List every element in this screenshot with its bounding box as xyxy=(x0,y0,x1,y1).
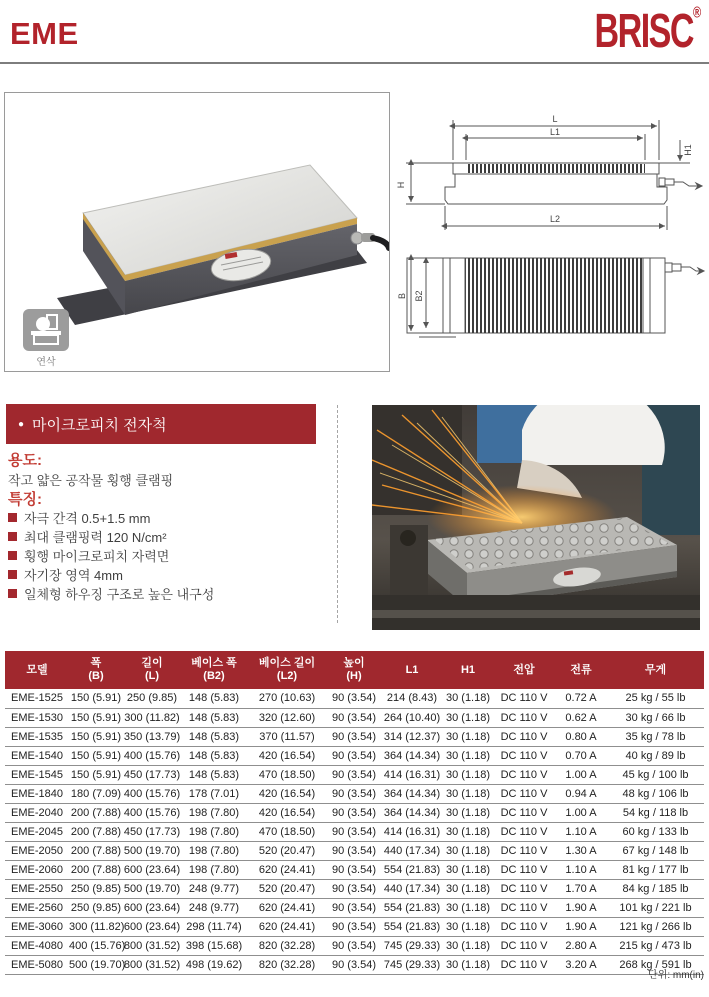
table-cell: 364 (14.34) xyxy=(383,806,441,819)
column-label: 전류 xyxy=(570,663,592,676)
feature-item xyxy=(8,546,214,565)
table-cell: 1.30 A xyxy=(565,844,597,857)
table-cell: 414 (16.31) xyxy=(383,825,441,838)
table-cell: 150 (5.91) xyxy=(70,730,122,743)
table-cell: 198 (7.80) xyxy=(188,806,240,819)
table-cell: DC 110 V xyxy=(500,730,548,743)
table-cell: 820 (32.28) xyxy=(258,958,316,971)
table-cell: DC 110 V xyxy=(500,787,548,800)
column-label: 모델 xyxy=(26,663,48,676)
feature-item xyxy=(8,527,214,546)
column-header xyxy=(555,651,607,689)
table-cell: 148 (5.83) xyxy=(188,692,240,705)
table-cell: DC 110 V xyxy=(500,939,548,952)
table-cell: 90 (3.54) xyxy=(331,882,377,895)
table-cell: 554 (21.83) xyxy=(383,863,441,876)
table-cell: 800 (31.52) xyxy=(123,939,181,952)
dim-label-b2: B2 xyxy=(414,290,424,302)
table-row xyxy=(5,689,704,708)
column-label: L1 xyxy=(405,663,419,676)
table-cell: 350 (13.79) xyxy=(123,730,181,743)
table-cell: 620 (24.41) xyxy=(258,920,316,933)
table-cell: 148 (5.83) xyxy=(188,730,240,743)
table-cell: 0.62 A xyxy=(565,711,597,724)
bullet-square-icon xyxy=(8,570,17,579)
column-header xyxy=(181,651,247,689)
table-cell: 90 (3.54) xyxy=(331,806,377,819)
table-cell: 90 (3.54) xyxy=(331,920,377,933)
column-unit: (B) xyxy=(88,670,104,682)
usage-title: 용도: xyxy=(8,452,42,469)
table-row xyxy=(5,727,704,746)
table-cell: 440 (17.34) xyxy=(383,844,441,857)
table-cell: 30 (1.18) xyxy=(445,844,491,857)
table-cell: 215 kg / 473 lb xyxy=(619,939,692,952)
table-cell: DC 110 V xyxy=(500,768,548,781)
table-cell: 178 (7.01) xyxy=(188,787,240,800)
table-cell: 250 (9.85) xyxy=(70,901,122,914)
banner-bullet-icon: ● xyxy=(18,418,25,430)
table-cell: 414 (16.31) xyxy=(383,768,441,781)
table-cell: 320 (12.60) xyxy=(258,711,316,724)
column-label: 베이스 길이 xyxy=(258,657,316,669)
table-cell: 54 kg / 118 lb xyxy=(622,806,689,819)
table-cell: 270 (10.63) xyxy=(258,692,316,705)
table-cell: DC 110 V xyxy=(500,749,548,762)
table-cell: 400 (15.76) xyxy=(123,806,181,819)
table-cell: 498 (19.62) xyxy=(185,958,243,971)
table-cell: 30 (1.18) xyxy=(445,787,491,800)
unit-note: 단위: mm(in) xyxy=(648,970,704,981)
table-cell: 0.70 A xyxy=(565,749,597,762)
table-header-row xyxy=(5,651,704,689)
feature-text: 최대 클램핑력 120 N/cm² xyxy=(24,530,167,545)
table-cell: 30 (1.18) xyxy=(445,882,491,895)
feature-item xyxy=(8,584,214,603)
table-cell: 400 (15.76) xyxy=(123,787,181,800)
bullet-square-icon xyxy=(8,589,17,598)
table-row xyxy=(5,784,704,803)
table-cell: 400 (15.76) xyxy=(123,749,181,762)
table-cell: 398 (15.68) xyxy=(185,939,243,952)
table-cell: 1.10 A xyxy=(565,825,597,838)
table-cell: 314 (12.37) xyxy=(383,730,441,743)
table-cell: 248 (9.77) xyxy=(188,882,240,895)
column-label: 무게 xyxy=(644,663,667,676)
table-cell: 30 (1.18) xyxy=(445,768,491,781)
table-cell: 745 (29.33) xyxy=(383,939,441,952)
dim-label-l2: L2 xyxy=(549,214,561,224)
feature-item xyxy=(8,565,214,584)
table-cell: DC 110 V xyxy=(500,863,548,876)
table-cell: 84 kg / 185 lb xyxy=(622,882,689,895)
table-cell: 30 kg / 66 lb xyxy=(625,711,686,724)
table-row xyxy=(5,708,704,727)
table-cell: 820 (32.28) xyxy=(258,939,316,952)
feature-text: 자극 간격 0.5+1.5 mm xyxy=(24,511,151,526)
table-row xyxy=(5,936,704,955)
column-header xyxy=(607,651,704,689)
table-cell: 30 (1.18) xyxy=(445,825,491,838)
table-cell: 200 (7.88) xyxy=(70,863,122,876)
table-cell: EME-5080 xyxy=(11,958,63,971)
table-cell: 0.80 A xyxy=(565,730,597,743)
table-cell: DC 110 V xyxy=(500,958,548,971)
table-cell: 90 (3.54) xyxy=(331,730,377,743)
features-list xyxy=(8,508,214,603)
column-label: 길이 xyxy=(141,657,163,669)
table-cell: 67 kg / 148 lb xyxy=(622,844,689,857)
table-cell: EME-1540 xyxy=(11,749,63,762)
table-cell: EME-1535 xyxy=(11,730,63,743)
table-cell: 420 (16.54) xyxy=(258,749,316,762)
dim-label-b: B xyxy=(397,292,407,300)
feature-text: 일체형 하우징 구조로 높은 내구성 xyxy=(24,587,215,602)
table-cell: 198 (7.80) xyxy=(188,863,240,876)
table-row xyxy=(5,860,704,879)
table-cell: EME-3060 xyxy=(11,920,63,933)
table-cell: 500 (19.70) xyxy=(69,958,126,971)
table-cell: 1.00 A xyxy=(565,806,597,819)
table-cell: 214 (8.43) xyxy=(386,692,438,705)
table-cell: EME-1530 xyxy=(11,711,63,724)
table-row xyxy=(5,822,704,841)
table-cell: 800 (31.52) xyxy=(123,958,181,971)
grinding-icon-label: 연삭 xyxy=(36,357,56,368)
dim-label-l: L xyxy=(552,114,558,124)
table-cell: 370 (11.57) xyxy=(259,730,315,743)
table-cell: 745 (29.33) xyxy=(383,958,441,971)
column-unit: (L2) xyxy=(276,670,298,682)
table-cell: 198 (7.80) xyxy=(188,844,240,857)
table-cell: 1.00 A xyxy=(565,768,597,781)
table-cell: 268 kg / 591 lb xyxy=(619,958,692,971)
table-cell: EME-2060 xyxy=(11,863,63,876)
table-cell: DC 110 V xyxy=(500,806,548,819)
application-photo xyxy=(372,405,700,630)
table-cell: 420 (16.54) xyxy=(258,787,316,800)
table-cell: 600 (23.64) xyxy=(123,920,181,933)
table-cell: 90 (3.54) xyxy=(331,939,377,952)
table-cell: DC 110 V xyxy=(500,920,548,933)
table-cell: 90 (3.54) xyxy=(331,863,377,876)
dim-label-l1: L1 xyxy=(549,127,561,137)
table-cell: 90 (3.54) xyxy=(331,787,377,800)
bullet-square-icon xyxy=(8,532,17,541)
dashed-separator xyxy=(337,405,338,623)
table-row xyxy=(5,955,704,974)
table-cell: 150 (5.91) xyxy=(70,749,122,762)
column-header xyxy=(5,651,69,689)
table-cell: 148 (5.83) xyxy=(188,711,240,724)
table-cell: DC 110 V xyxy=(500,692,548,705)
table-cell: 420 (16.54) xyxy=(258,806,316,819)
table-cell: 148 (5.83) xyxy=(188,768,240,781)
table-cell: 90 (3.54) xyxy=(331,711,377,724)
table-cell: 148 (5.83) xyxy=(188,749,240,762)
table-cell: 620 (24.41) xyxy=(258,863,316,876)
table-cell: 1.90 A xyxy=(565,901,597,914)
column-label: 전압 xyxy=(513,663,535,676)
table-cell: 450 (17.73) xyxy=(123,825,181,838)
table-cell: 2.80 A xyxy=(565,939,597,952)
table-cell: 40 kg / 89 lb xyxy=(625,749,686,762)
table-cell: 554 (21.83) xyxy=(383,901,441,914)
table-row xyxy=(5,841,704,860)
table-cell: 250 (9.85) xyxy=(126,692,178,705)
table-cell: 150 (5.91) xyxy=(70,692,122,705)
column-header xyxy=(247,651,327,689)
column-header xyxy=(123,651,181,689)
table-cell: DC 110 V xyxy=(500,825,548,838)
table-cell: 198 (7.80) xyxy=(188,825,240,838)
feature-text: 자기장 영역 4mm xyxy=(24,568,123,583)
table-row xyxy=(5,917,704,936)
column-unit: (H) xyxy=(346,670,362,682)
table-cell: EME-2050 xyxy=(11,844,63,857)
table-cell: 470 (18.50) xyxy=(258,768,316,781)
table-cell: 0.94 A xyxy=(565,787,597,800)
feature-item xyxy=(8,508,214,527)
column-label: 베이스 폭 xyxy=(191,657,237,669)
table-cell: 620 (24.41) xyxy=(258,901,316,914)
table-cell: 3.20 A xyxy=(565,958,597,971)
table-cell: 1.70 A xyxy=(565,882,597,895)
product-photo-box xyxy=(4,92,390,372)
table-cell: 250 (9.85) xyxy=(70,882,122,895)
table-cell: 150 (5.91) xyxy=(70,711,122,724)
table-cell: 90 (3.54) xyxy=(331,958,377,971)
table-cell: 1.90 A xyxy=(565,920,597,933)
table-cell: 30 (1.18) xyxy=(445,692,491,705)
table-cell: DC 110 V xyxy=(500,901,548,914)
table-cell: 500 (19.70) xyxy=(123,882,181,895)
table-cell: 600 (23.64) xyxy=(123,901,181,914)
table-cell: 90 (3.54) xyxy=(331,844,377,857)
feature-text: 횡행 마이크로피치 자력면 xyxy=(24,549,170,564)
table-cell: 400 (15.76) xyxy=(69,939,126,952)
table-cell: 600 (23.64) xyxy=(123,863,181,876)
table-cell: EME-2045 xyxy=(11,825,63,838)
bullet-square-icon xyxy=(8,513,17,522)
table-cell: EME-4080 xyxy=(11,939,63,952)
table-cell: 90 (3.54) xyxy=(331,768,377,781)
section-banner xyxy=(6,404,316,444)
table-cell: 300 (11.82) xyxy=(124,711,180,724)
table-cell: 180 (7.09) xyxy=(70,787,122,800)
table-row xyxy=(5,765,704,784)
table-cell: 0.72 A xyxy=(565,692,597,705)
column-header xyxy=(443,651,493,689)
table-cell: DC 110 V xyxy=(500,844,548,857)
table-cell: 1.10 A xyxy=(565,863,597,876)
table-cell: 364 (14.34) xyxy=(383,749,441,762)
table-row xyxy=(5,898,704,917)
column-label: 높이 xyxy=(343,657,365,669)
table-cell: 248 (9.77) xyxy=(188,901,240,914)
table-cell: 30 (1.18) xyxy=(445,901,491,914)
table-cell: 48 kg / 106 lb xyxy=(622,787,689,800)
brand-logo-text: BRISC xyxy=(594,3,693,58)
column-header xyxy=(493,651,555,689)
table-cell: 81 kg / 177 lb xyxy=(622,863,689,876)
brand-logo xyxy=(594,2,701,59)
grinding-machine-icon xyxy=(23,309,69,351)
table-cell: 298 (11.74) xyxy=(186,920,242,933)
table-row xyxy=(5,746,704,765)
table-cell: 200 (7.88) xyxy=(70,806,122,819)
table-cell: 35 kg / 78 lb xyxy=(625,730,686,743)
table-cell: 520 (20.47) xyxy=(258,882,316,895)
table-cell: 101 kg / 221 lb xyxy=(619,901,692,914)
table-cell: 25 kg / 55 lb xyxy=(625,692,686,705)
table-cell: 264 (10.40) xyxy=(383,711,441,724)
table-cell: 440 (17.34) xyxy=(383,882,441,895)
table-cell: 450 (17.73) xyxy=(123,768,181,781)
table-cell: DC 110 V xyxy=(500,711,548,724)
table-cell: DC 110 V xyxy=(500,882,548,895)
table-cell: 520 (20.47) xyxy=(258,844,316,857)
header-divider xyxy=(0,62,709,64)
table-cell: 364 (14.34) xyxy=(383,787,441,800)
table-cell: EME-1525 xyxy=(11,692,63,705)
column-label: 폭 xyxy=(90,657,102,669)
table-cell: EME-2560 xyxy=(11,901,63,914)
column-header xyxy=(327,651,381,689)
table-cell: 470 (18.50) xyxy=(258,825,316,838)
section-title: 마이크로피치 전자척 xyxy=(32,416,167,434)
table-cell: 45 kg / 100 lb xyxy=(622,768,689,781)
table-cell: 200 (7.88) xyxy=(70,844,122,857)
table-cell: 60 kg / 133 lb xyxy=(622,825,689,838)
table-cell: 554 (21.83) xyxy=(383,920,441,933)
bullet-square-icon xyxy=(8,551,17,560)
table-cell: 90 (3.54) xyxy=(331,901,377,914)
table-cell: 30 (1.18) xyxy=(445,863,491,876)
table-cell: 90 (3.54) xyxy=(331,825,377,838)
table-cell: 30 (1.18) xyxy=(445,730,491,743)
table-cell: EME-2550 xyxy=(11,882,63,895)
table-cell: 30 (1.18) xyxy=(445,711,491,724)
table-cell: EME-2040 xyxy=(11,806,63,819)
features-title: 특징: xyxy=(8,491,42,508)
table-cell: 30 (1.18) xyxy=(445,958,491,971)
column-header xyxy=(69,651,123,689)
table-cell: 300 (11.82) xyxy=(69,920,125,933)
table-cell: EME-1545 xyxy=(11,768,63,781)
table-cell: 150 (5.91) xyxy=(70,768,122,781)
dimension-drawings xyxy=(396,90,709,375)
table-cell: 90 (3.54) xyxy=(331,692,377,705)
table-cell: 90 (3.54) xyxy=(331,749,377,762)
table-cell: 121 kg / 266 lb xyxy=(619,920,692,933)
top-view-drawing xyxy=(407,258,704,337)
table-cell: 30 (1.18) xyxy=(445,749,491,762)
dim-label-h: H xyxy=(396,181,406,189)
spec-table xyxy=(5,651,704,975)
table-cell: 30 (1.18) xyxy=(445,806,491,819)
dim-label-h1: H1 xyxy=(683,144,693,156)
table-row xyxy=(5,803,704,822)
table-cell: 30 (1.18) xyxy=(445,920,491,933)
table-cell: 200 (7.88) xyxy=(70,825,122,838)
registered-trademark-icon: ® xyxy=(692,4,701,22)
column-unit: (B2) xyxy=(203,670,225,682)
usage-text: 작고 얇은 공작물 횡행 클램핑 xyxy=(8,473,174,488)
table-cell: 500 (19.70) xyxy=(123,844,181,857)
column-header xyxy=(381,651,443,689)
table-cell: 30 (1.18) xyxy=(445,939,491,952)
table-row xyxy=(5,879,704,898)
page-title: EME xyxy=(10,16,79,51)
table-cell: EME-1840 xyxy=(11,787,63,800)
column-label: H1 xyxy=(460,663,476,676)
column-unit: (L) xyxy=(144,670,160,682)
